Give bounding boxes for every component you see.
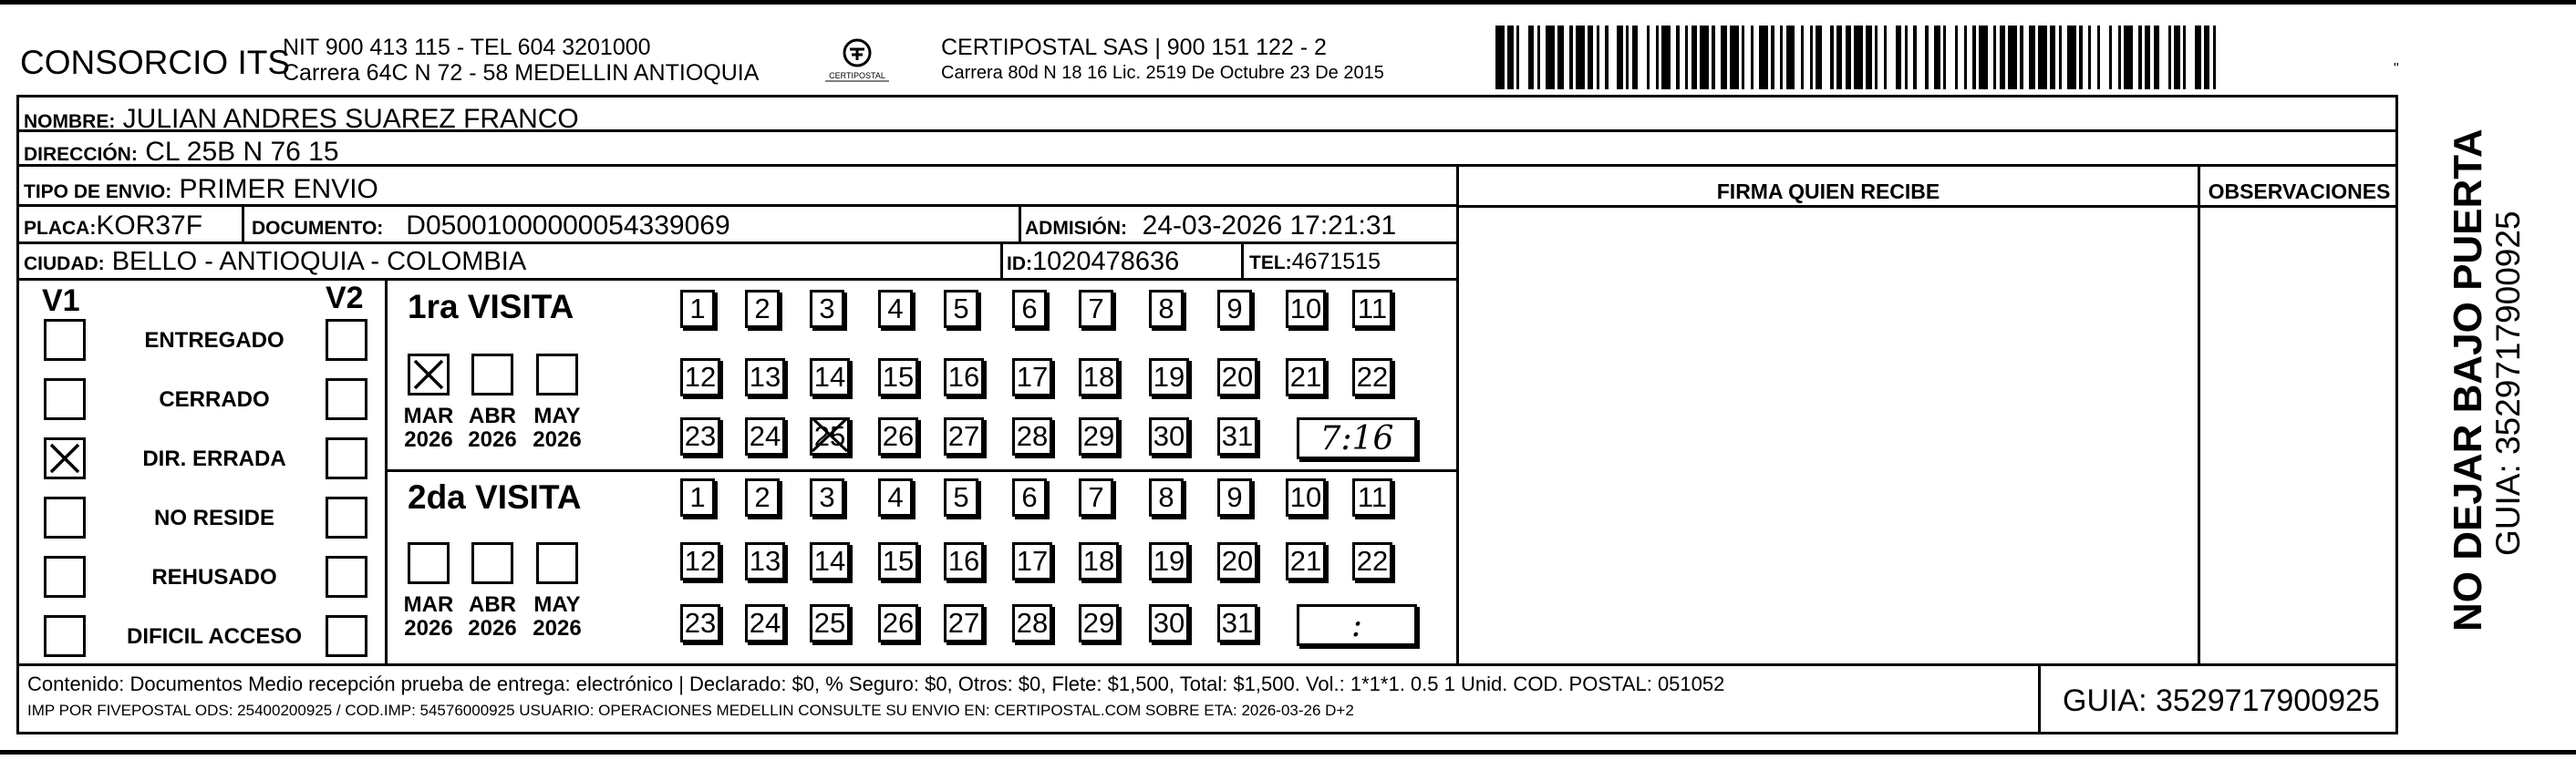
admision-row: ADMISIÓN: 24-03-2026 17:21:31: [1025, 211, 1397, 241]
day-box[interactable]: 23: [680, 604, 720, 642]
day-box[interactable]: 31: [1217, 604, 1257, 642]
v1-checkbox[interactable]: [44, 615, 86, 657]
side-notice: NO DEJAR BAJO PUERTA: [2446, 128, 2490, 632]
day-box[interactable]: 10: [1286, 290, 1326, 328]
day-box[interactable]: 30: [1149, 417, 1189, 456]
day-box[interactable]: 11: [1352, 478, 1392, 517]
day-box[interactable]: 29: [1079, 417, 1119, 456]
day-box[interactable]: 30: [1149, 604, 1189, 642]
day-box[interactable]: 26: [878, 417, 918, 456]
rule: [1000, 241, 1003, 278]
day-box[interactable]: 7: [1079, 478, 1113, 517]
month-checkbox[interactable]: [471, 542, 513, 584]
month-label: MAY 2026: [533, 404, 582, 452]
day-box[interactable]: 8: [1149, 478, 1184, 517]
v1-checkbox[interactable]: [44, 319, 86, 361]
day-box[interactable]: 9: [1217, 290, 1252, 328]
day-box[interactable]: 19: [1149, 358, 1189, 396]
day-box[interactable]: 25: [810, 417, 850, 456]
tipo-row: TIPO DE ENVIO: PRIMER ENVIO: [24, 174, 378, 204]
day-box[interactable]: 22: [1352, 358, 1392, 396]
month-checkbox[interactable]: [408, 354, 450, 395]
company-nit: NIT 900 413 115 - TEL 604 3201000: [283, 35, 651, 60]
day-box[interactable]: 20: [1217, 358, 1257, 396]
v2-checkbox[interactable]: [326, 437, 367, 479]
rule: [16, 204, 1459, 207]
tel-row: TEL:4671515: [1249, 249, 1381, 274]
side-guia: GUIA: 3529717900925: [2489, 211, 2527, 556]
status-label: NO RESIDE: [153, 506, 275, 530]
certipostal-logo: [816, 36, 898, 84]
bottom-rule: [0, 750, 2576, 755]
day-box[interactable]: 15: [878, 542, 918, 580]
day-box[interactable]: 4: [878, 478, 913, 517]
day-box[interactable]: 17: [1012, 358, 1052, 396]
status-label: DIR. ERRADA: [142, 447, 286, 471]
month-label: ABR 2026: [468, 592, 517, 641]
v2-checkbox[interactable]: [326, 378, 367, 420]
v1-checkbox[interactable]: [44, 556, 86, 598]
carrier-address: Carrera 80d N 18 16 Lic. 2519 De Octubre 23 De 2015: [941, 63, 1384, 83]
day-box[interactable]: 27: [944, 417, 984, 456]
rule: [16, 278, 1459, 281]
month-label: MAR 2026: [403, 404, 454, 452]
day-box[interactable]: 21: [1286, 542, 1326, 580]
ciudad-row: CIUDAD: BELLO - ANTIOQUIA - COLOMBIA: [24, 247, 527, 276]
documento-row: DOCUMENTO: D05001000000054339069: [252, 211, 730, 241]
footer-contenido: Contenido: Documentos Medio recepción prueba de entrega: electrónico | Declarado: $0, % Seguro: $0, Otros: $0, Flete: $1,500, Total: $1,500. Vol.: 1*1*1. 0.5 1 Unid. COD. POSTAL: 051052: [27, 673, 1725, 695]
month-checkbox[interactable]: [408, 542, 450, 584]
carrier-name: CERTIPOSTAL SAS | 900 151 122 - 2: [941, 35, 1327, 60]
day-box[interactable]: 16: [944, 542, 984, 580]
day-box[interactable]: 9: [1217, 478, 1252, 517]
day-box[interactable]: 28: [1012, 417, 1052, 456]
placa-row: PLACA:KOR37F: [24, 211, 203, 241]
id-row: ID:1020478636: [1007, 247, 1180, 276]
rule: [16, 663, 2398, 666]
rule: [2038, 663, 2041, 734]
rule: [1019, 204, 1021, 242]
day-box[interactable]: 19: [1149, 542, 1189, 580]
status-label: CERRADO: [159, 387, 270, 412]
rule: [1459, 205, 2398, 208]
day-box[interactable]: 16: [944, 358, 984, 396]
day-box[interactable]: 21: [1286, 358, 1326, 396]
v1-checkbox[interactable]: [44, 378, 86, 420]
day-box[interactable]: 7: [1079, 290, 1113, 328]
day-box[interactable]: 26: [878, 604, 918, 642]
day-box[interactable]: 18: [1079, 542, 1119, 580]
barcode: [1495, 26, 2225, 89]
day-box[interactable]: 3: [810, 478, 844, 517]
status-label: REHUSADO: [151, 565, 277, 590]
v2-checkbox[interactable]: [326, 319, 367, 361]
day-box[interactable]: 14: [810, 542, 850, 580]
day-box[interactable]: 29: [1079, 604, 1119, 642]
day-box[interactable]: 11: [1352, 290, 1392, 328]
day-box[interactable]: 5: [944, 290, 978, 328]
v2-checkbox[interactable]: [326, 497, 367, 539]
rule: [16, 164, 2398, 167]
company-address: Carrera 64C N 72 - 58 MEDELLIN ANTIOQUIA: [283, 60, 760, 86]
day-box[interactable]: 31: [1217, 417, 1257, 456]
day-box[interactable]: 1: [680, 290, 715, 328]
day-box[interactable]: 20: [1217, 542, 1257, 580]
day-box[interactable]: 17: [1012, 542, 1052, 580]
company-name: CONSORCIO ITS: [20, 44, 291, 81]
observaciones-header: OBSERVACIONES: [2208, 180, 2391, 203]
nombre-row: NOMBRE: JULIAN ANDRES SUAREZ FRANCO: [24, 104, 579, 134]
day-box[interactable]: 2: [745, 290, 780, 328]
firma-header: FIRMA QUIEN RECIBE: [1716, 180, 1940, 203]
month-label: MAR 2026: [403, 592, 454, 641]
footer-guia: GUIA: 3529717900925: [2063, 683, 2380, 718]
month-checkbox[interactable]: [536, 354, 578, 395]
day-box[interactable]: 13: [745, 358, 785, 396]
day-box[interactable]: 12: [680, 358, 720, 396]
first-visit-label: 1ra VISITA: [408, 288, 574, 325]
rule: [242, 204, 244, 242]
day-box[interactable]: 4: [878, 290, 913, 328]
day-box[interactable]: 3: [810, 290, 844, 328]
day-box[interactable]: 1: [680, 478, 715, 517]
month-checkbox[interactable]: [536, 542, 578, 584]
day-box[interactable]: 27: [944, 604, 984, 642]
rule: [385, 469, 1456, 472]
day-box[interactable]: 6: [1012, 478, 1047, 517]
v2-checkbox[interactable]: [326, 615, 367, 657]
v1-checkbox[interactable]: [44, 497, 86, 539]
day-box[interactable]: 13: [745, 542, 785, 580]
footer-imp: IMP POR FIVEPOSTAL ODS: 25400200925 / COD.IMP: 54576000925 USUARIO: OPERACIONES MEDELLIN CONSULTE SU ENVIO EN: CERTIPOSTAL.COM SOBRE ETA: 2026-03-26 D+2: [27, 702, 1354, 719]
second-visit-label: 2da VISITA: [408, 478, 582, 516]
day-box[interactable]: 22: [1352, 542, 1392, 580]
svg-text:CERTIPOSTAL: CERTIPOSTAL: [829, 71, 885, 80]
rule: [2198, 164, 2200, 663]
day-box[interactable]: 24: [745, 417, 785, 456]
v1-checkbox[interactable]: [44, 437, 86, 479]
month-label: ABR 2026: [468, 404, 517, 452]
status-label: DIFICIL ACCESO: [126, 624, 302, 649]
direccion-row: DIRECCIÓN: CL 25B N 76 15: [24, 137, 339, 167]
rule: [1241, 241, 1244, 278]
rule: [1456, 164, 1459, 663]
day-box[interactable]: 6: [1012, 290, 1047, 328]
day-box[interactable]: 12: [680, 542, 720, 580]
top-rule: [0, 0, 2576, 5]
v2-label: V2: [326, 281, 364, 315]
day-box[interactable]: 25: [810, 604, 850, 642]
status-label: ENTREGADO: [144, 328, 284, 353]
day-box[interactable]: 10: [1286, 478, 1326, 517]
time-box[interactable]: :: [1297, 604, 1417, 646]
v2-checkbox[interactable]: [326, 556, 367, 598]
day-box[interactable]: 24: [745, 604, 785, 642]
day-box[interactable]: 8: [1149, 290, 1184, 328]
day-box[interactable]: 15: [878, 358, 918, 396]
day-box[interactable]: 14: [810, 358, 850, 396]
corner-mark: ": [2394, 61, 2399, 77]
month-checkbox[interactable]: [471, 354, 513, 395]
day-box[interactable]: 28: [1012, 604, 1052, 642]
time-box[interactable]: 7:16: [1297, 417, 1417, 459]
day-box[interactable]: 18: [1079, 358, 1119, 396]
v1-label: V1: [42, 283, 80, 318]
month-label: MAY 2026: [533, 592, 582, 641]
day-box[interactable]: 2: [745, 478, 780, 517]
day-box[interactable]: 23: [680, 417, 720, 456]
day-box[interactable]: 5: [944, 478, 978, 517]
